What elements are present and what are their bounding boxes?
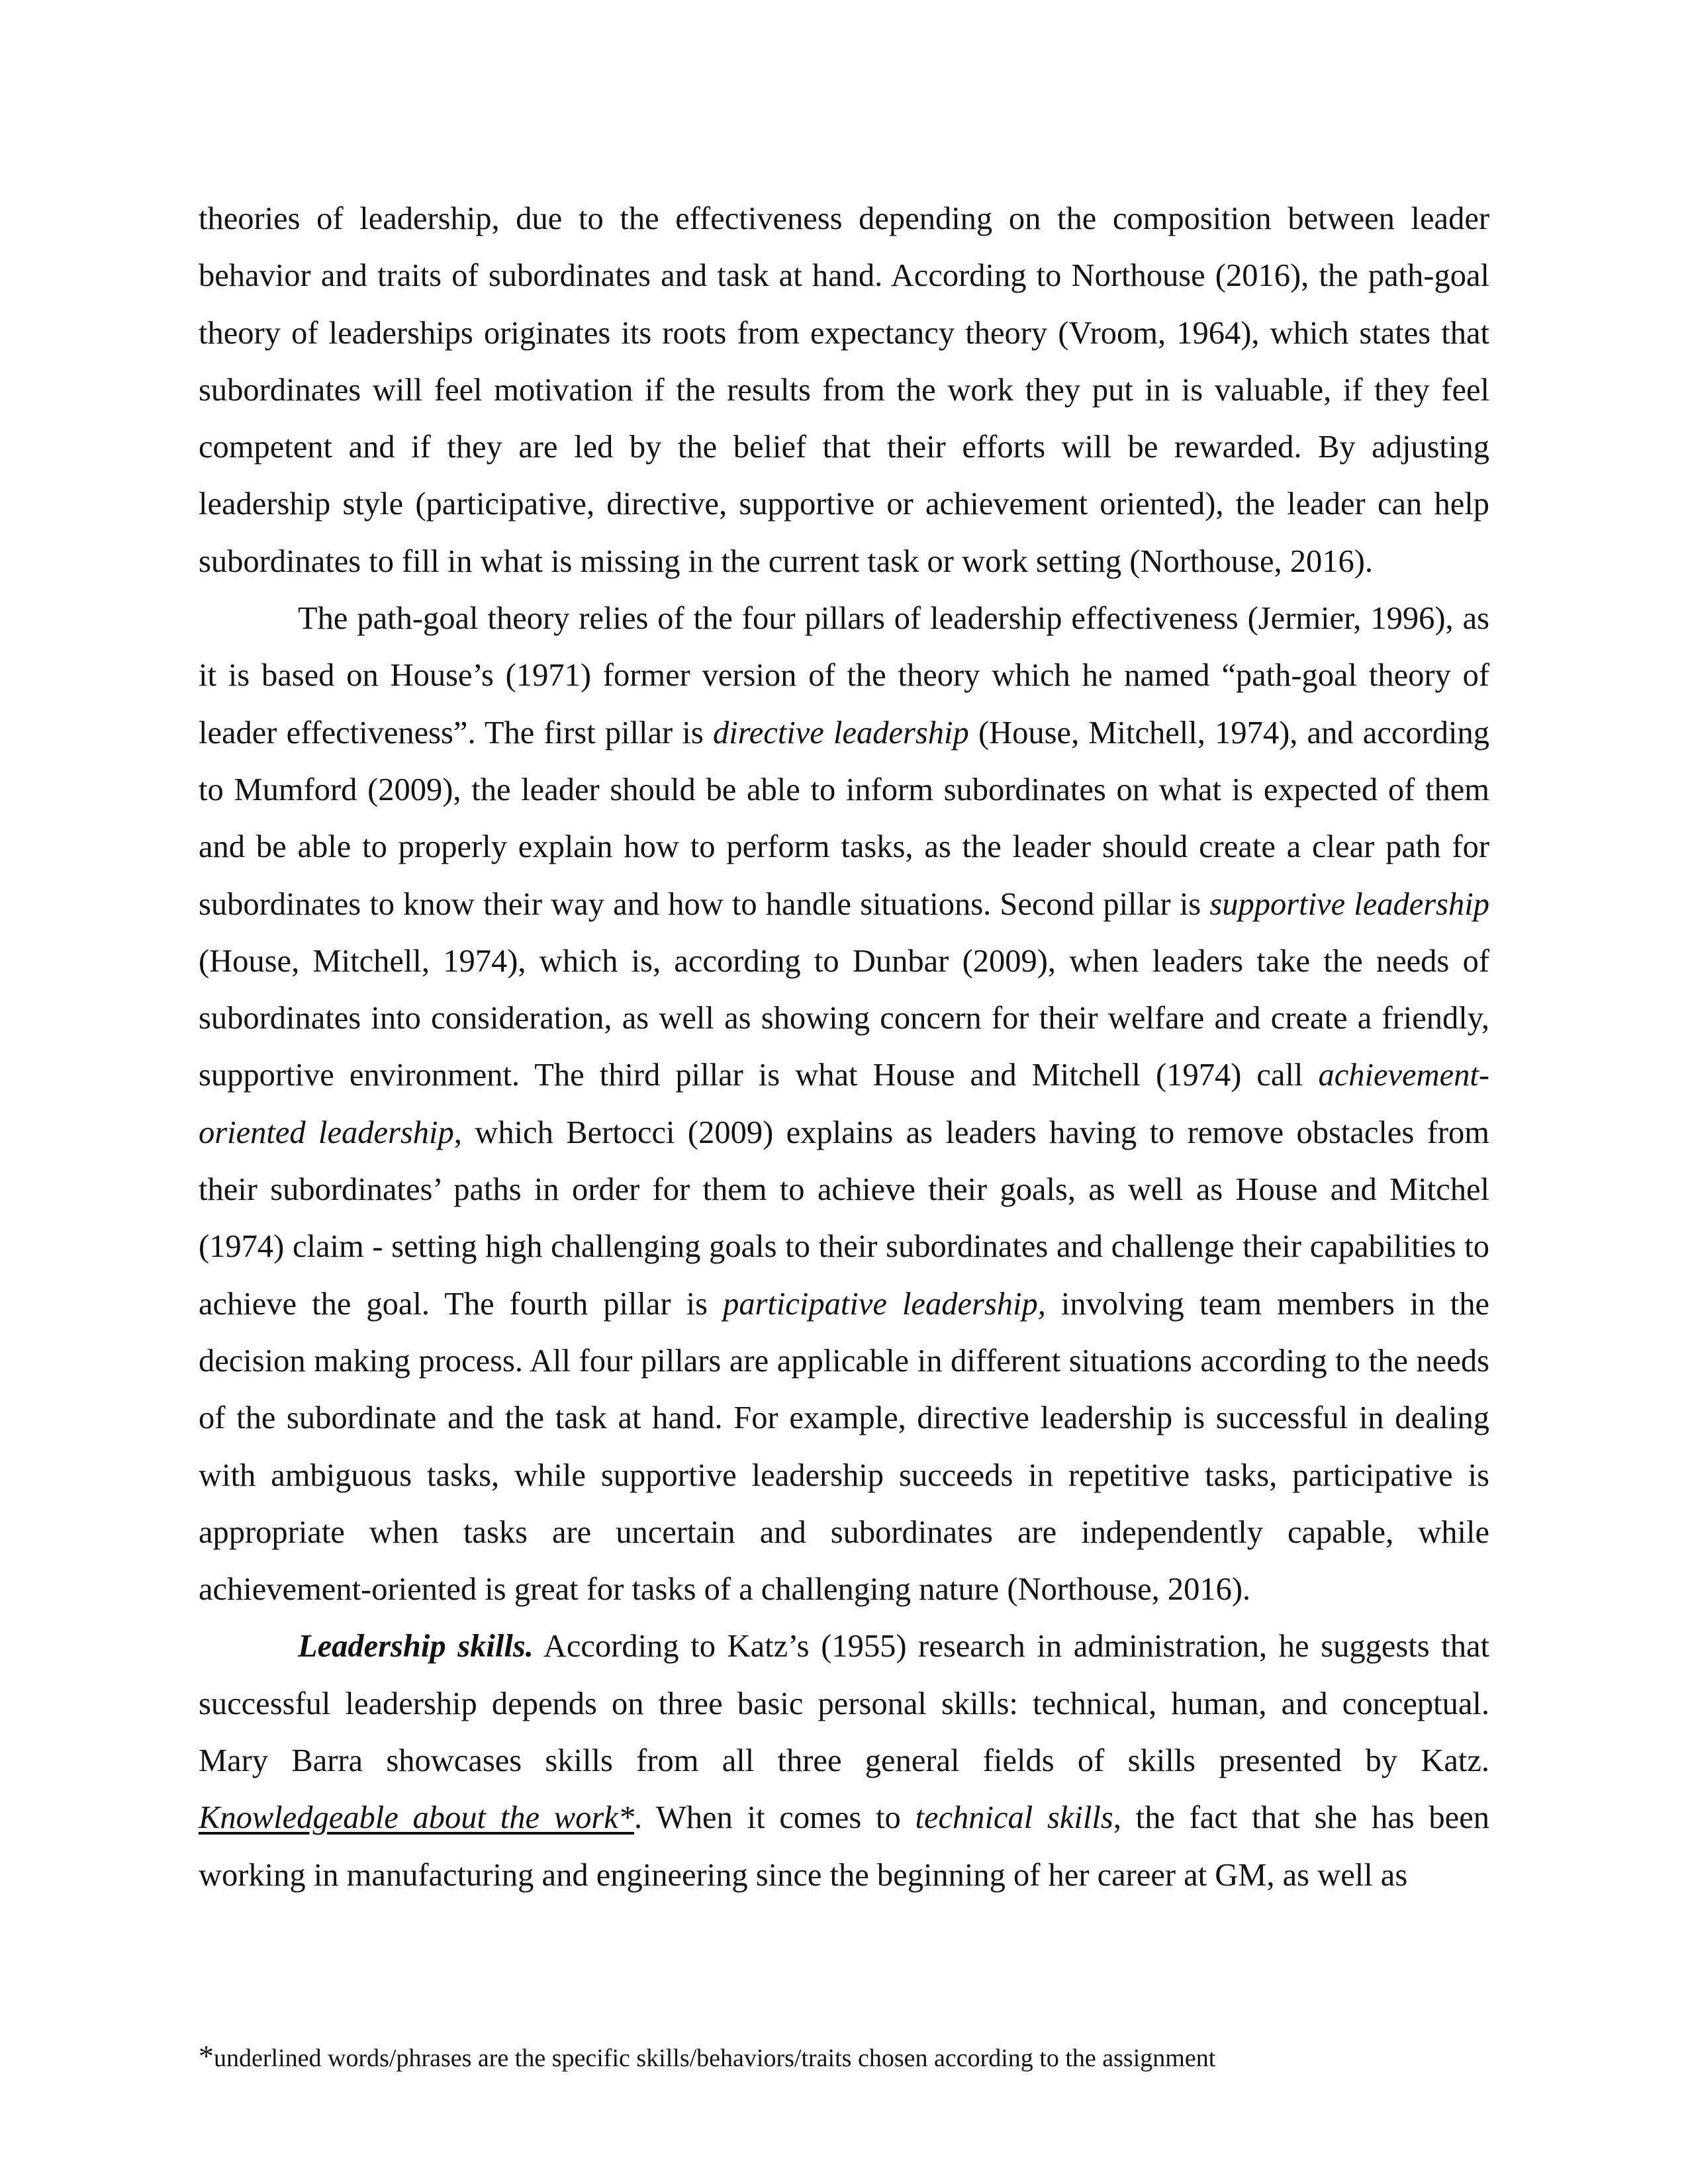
paragraph-2: [199, 590, 1489, 1618]
body-text: [199, 191, 1489, 1904]
paragraph-3-text-1: According to Katz’s (1955) research in administration, he suggests that successful leadership depends on three basic personal skills: technical, human, and conceptual. Mary Barra showcases skills from all three general fields of skills presented by Katz.: [199, 1629, 1489, 1779]
paragraph-2-text-5: involving team members in the decision making process. All four pillars are applicable in different situations according to the needs of the subordinate and the task at hand. For example, directive leadership is successful in dealing with ambiguous tasks, while supportive leadership succeeds in repetitive tasks, participative is appropriate when tasks are uncertain and subordinates are independently capable, while achievement-oriented is great for tasks of a challenging nature (Northouse, 2016).: [199, 1286, 1490, 1608]
skill-label-knowledgeable: Knowledgeable about the work*: [199, 1800, 635, 1836]
footnote: [199, 2039, 1489, 2073]
term-achievement-oriented-leadership: achievement-oriented leadership: [199, 1058, 1489, 1150]
paragraph-2-text-2: (House, Mitchell, 1974), and according to Mumford (2009), the leader should be able to inform subordinates on what is expected of them and be able to properly explain how to perform tasks, as the leader should create a clear path for subordinates to know their way and how to handle situations. Second pillar is: [199, 715, 1490, 922]
paragraph-2-text-4: , which Bertocci (2009) explains as leaders having to remove obstacles from their subordinates’ paths in order for them to achieve their goals, as well as House and Mitchel (1974) claim - setting high challenging goals to their subordinates and challenge their capabilities to achieve the goal. The fourth pillar is: [199, 1115, 1489, 1322]
term-participative-leadership: participative leadership,: [723, 1286, 1046, 1322]
term-technical-skills: technical skills: [915, 1800, 1113, 1836]
paragraph-1-text: theories of leadership, due to the effectiveness depending on the composition between leader behavior and traits of subordinates and task at hand. According to Northouse (2016), the path-goal theory of leaderships originates its roots from expectancy theory (Vroom, 1964), which states that subordinates will feel motivation if the results from the work they put in is valuable, if they feel competent and if they are led by the belief that their efforts will be rewarded. By adjusting leadership style (participative, directive, supportive or achievement oriented), the leader can help subordinates to fill in what is missing in the current task or work setting (Northouse, 2016).: [199, 201, 1489, 579]
paragraph-2-text-1: The path-goal theory relies of the four pillars of leadership effectiveness (Jermier, 1996), as it is based on House’s (1971) former version of the theory which he named “path-goal theory of leader effectiveness”. The first pillar is: [199, 601, 1489, 751]
term-supportive-leadership: supportive leadership: [1209, 886, 1489, 922]
paragraph-2-text-3: (House, Mitchell, 1974), which is, according to Dunbar (2009), when leaders take the needs of subordinates into consideration, as well as showing concern for their welfare and create a friendly, supportive environment. The third pillar is what House and Mitchell (1974) call: [199, 943, 1489, 1093]
paragraph-3: [199, 1618, 1489, 1903]
section-heading-leadership-skills: Leadership skills.: [298, 1629, 534, 1664]
footnote-text: underlined words/phrases are the specific skills/behaviors/traits chosen according to the assignment: [214, 2044, 1216, 2072]
footnote-mark: *: [199, 2039, 214, 2073]
paragraph-1: [199, 191, 1489, 590]
term-directive-leadership: directive leadership: [712, 715, 969, 751]
paragraph-3-text-3: , the fact that she has been working in manufacturing and engineering since the beginning of her career at GM, as well as: [199, 1800, 1489, 1893]
paragraph-3-text-2: . When it comes to: [634, 1800, 915, 1836]
